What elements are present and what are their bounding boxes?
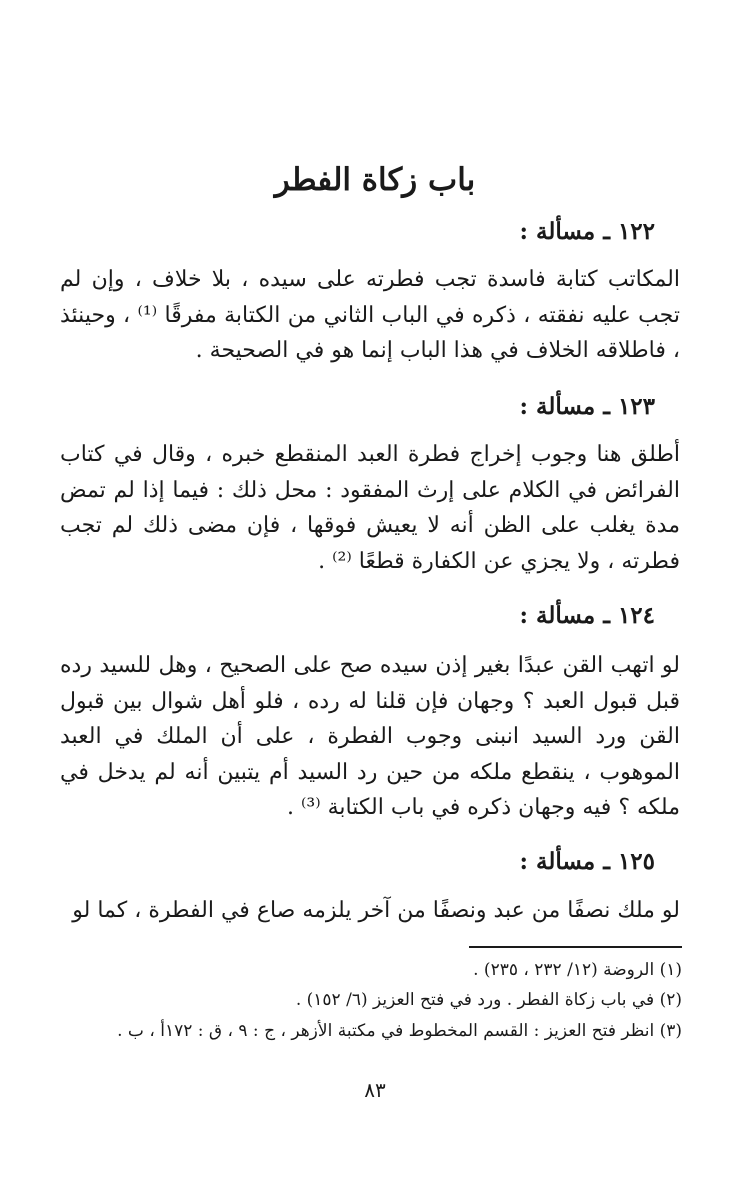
footnote-2: (٢) في باب زكاة الفطر . ورد في فتح العزيز (٦/ ١٥٢) . [295, 990, 682, 1010]
section-heading-124: ١٢٤ ـ مسألة : [519, 602, 655, 629]
page-number: ٨٣ [364, 1078, 386, 1102]
section-heading-125: ١٢٥ ـ مسألة : [519, 848, 655, 875]
footnote-3: (٣) انظر فتح العزيز : القسم المخطوط في مكتبة الأزهر ، ج : ٩ ، ق : ١٧٢أ ، ب . [117, 1021, 682, 1041]
footnote-divider [469, 946, 682, 948]
section-paragraph-125: لو ملك نصفًا من عبد ونصفًا من آخر يلزمه صاع في الفطرة ، كما لو [72, 898, 680, 923]
section-paragraph-123: أطلق هنا وجوب إخراج فطرة العبد المنقطع خبره ، وقال في كتاب الفرائض في الكلام على إرث المفقود : محل ذلك : فيما إذا لم تمض مدة يغلب على الظن أنه لا يعيش فوقها ، فإن مضى ذلك لم تجب فطرته ، ولا يجزي عن الكفارة قطعًا ⁽²⁾ . [60, 442, 680, 574]
section-heading-122: ١٢٢ ـ مسألة : [519, 218, 655, 245]
section-paragraph-122: المكاتب كتابة فاسدة تجب فطرته على سيده ، بلا خلاف ، وإن لم تجب عليه نفقته ، ذكره في الباب الثاني من الكتابة مفرقًا ⁽¹⁾ ، وحينئذ ، فاطلاقه الخلاف في هذا الباب إنما هو في الصحيحة . [60, 267, 680, 363]
footnote-1: (١) الروضة (١٢/ ٢٣٢ ، ٢٣٥) . [473, 960, 682, 980]
section-heading-123: ١٢٣ ـ مسألة : [519, 393, 655, 420]
page-title: باب زكاة الفطر [274, 162, 476, 198]
section-paragraph-124: لو اتهب القن عبدًا بغير إذن سيده صح على الصحيح ، وهل للسيد رده قبل قبول العبد ؟ وجهان فإن قلنا له رده ، فلو أهل شوال بين قبول القن ورد السيد انبنى وجوب الفطرة ، على أن الملك في العبد الموهوب ، ينقطع ملكه من حين رد السيد أم يتبين أنه لم يدخل في ملكه ؟ فيه وجهان ذكره في باب الكتابة ⁽³⁾ . [60, 653, 680, 820]
